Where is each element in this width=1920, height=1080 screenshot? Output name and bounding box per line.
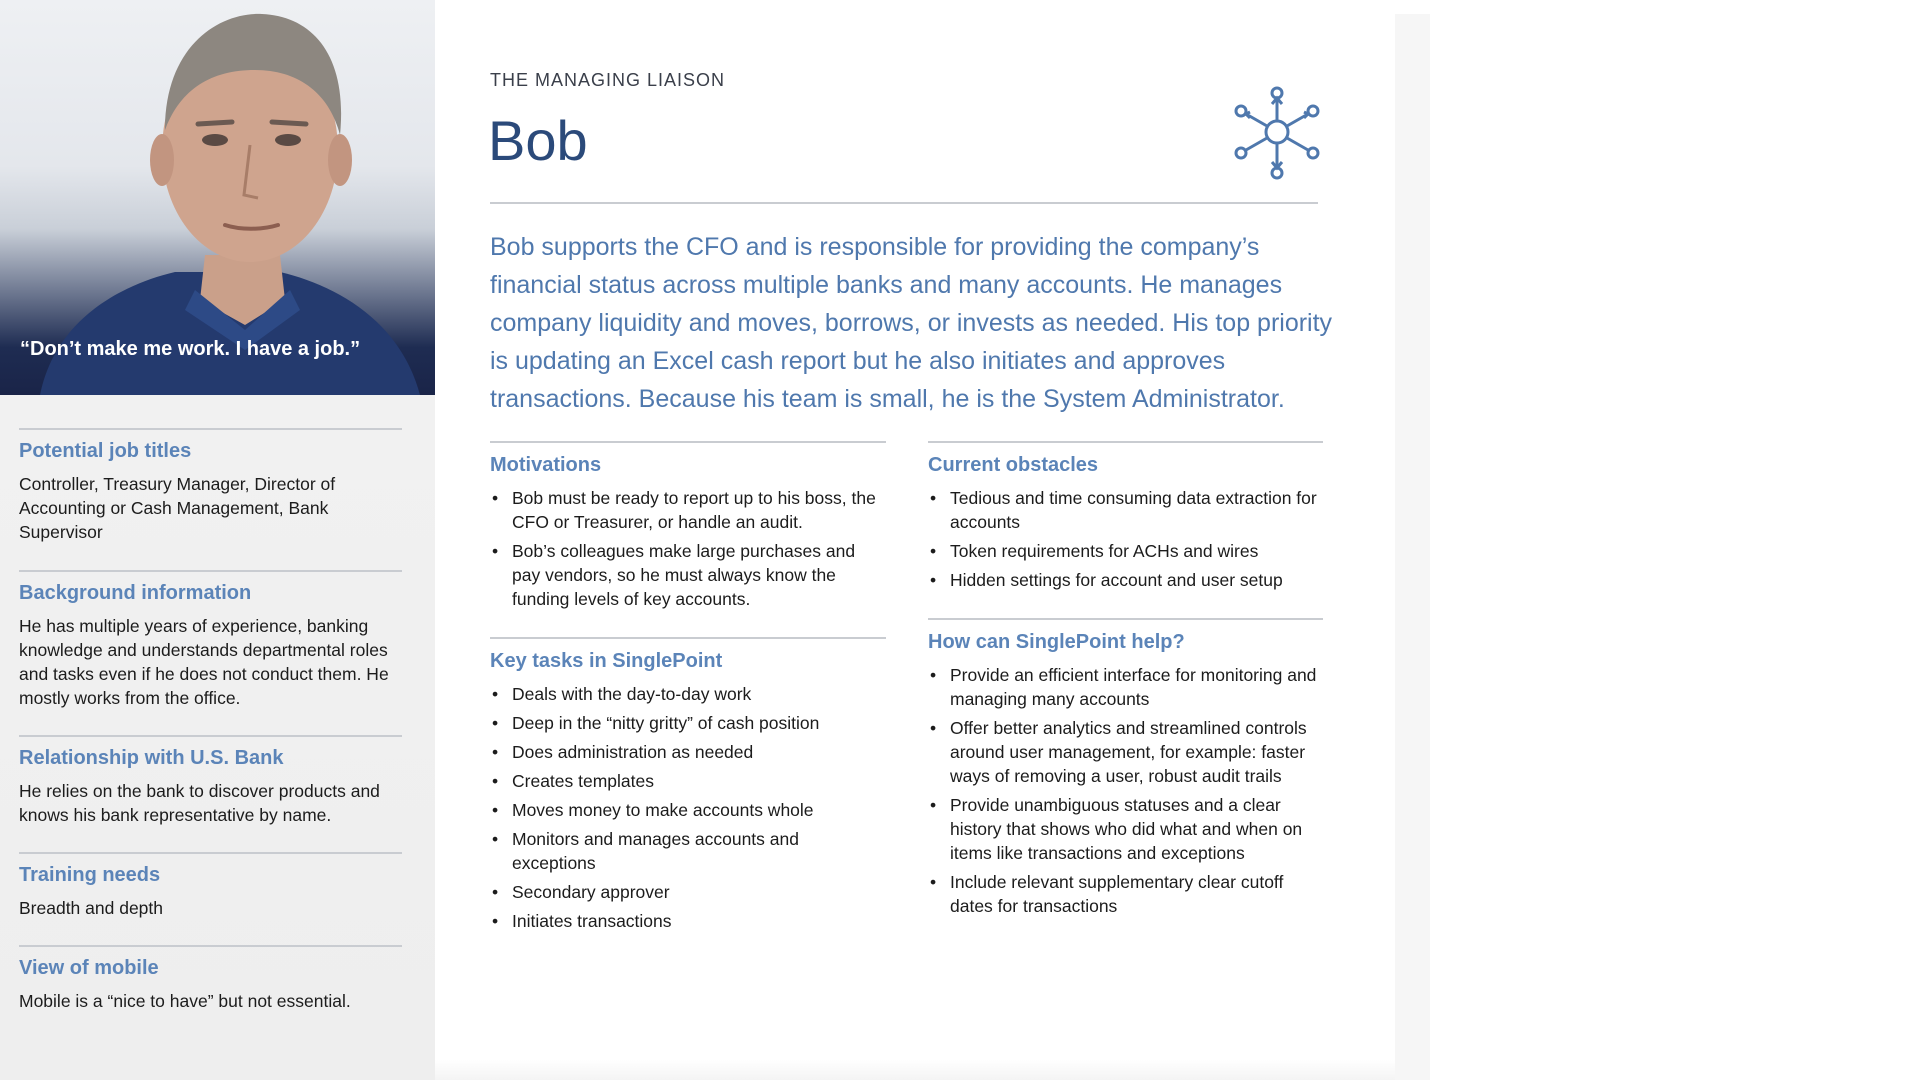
mobile-heading: View of mobile [19, 957, 159, 979]
task-item: • Initiates transactions [490, 909, 886, 933]
persona-portrait [0, 0, 435, 395]
header-divider [490, 202, 1318, 204]
key-tasks-list [490, 682, 886, 933]
persona-summary: Bob supports the CFO and is responsible for providing the company’s financial status across multiple banks and many accounts. He manages company liquidity and moves, borrows, or invests as needed. His top priority is updating an Excel cash report but he also initiates and approves transactions. Because his team is small, he is the System Administrator. [490, 233, 1333, 413]
task-item: • Deals with the day-to-day work [490, 682, 886, 706]
network-icon [1232, 84, 1322, 184]
help-item: • Provide an efficient interface for monitoring and managing many accounts [928, 663, 1323, 711]
motivations-heading: Motivations [490, 454, 602, 476]
task-item: • Monitors and manages accounts and exceptions [490, 827, 886, 875]
background-section [19, 570, 402, 710]
training-text: Breadth and depth [19, 898, 164, 918]
obstacle-item: • Hidden settings for account and user setup [928, 568, 1323, 592]
persona-name: Bob [488, 109, 588, 172]
obstacles-section [928, 441, 1323, 597]
help-list [928, 663, 1323, 918]
obstacle-item: • Tedious and time consuming data extraction for accounts [928, 486, 1323, 534]
help-item: • Include relevant supplementary clear cutoff dates for transactions [928, 870, 1323, 918]
relationship-text: He relies on the bank to discover products and knows his bank representative by name. [19, 781, 380, 825]
key-tasks-heading: Key tasks in SinglePoint [490, 650, 723, 672]
document-page-edge [1395, 14, 1430, 1080]
document-page-bottom [435, 1060, 1395, 1080]
job-titles-heading: Potential job titles [19, 440, 192, 462]
job-titles-section [19, 428, 402, 544]
help-item: • Provide unambiguous statuses and a clear history that shows who did what and when on items like transactions and exceptions [928, 793, 1323, 865]
task-item: • Does administration as needed [490, 740, 886, 764]
help-heading: How can SinglePoint help? [928, 631, 1185, 653]
help-item: • Offer better analytics and streamlined controls around user management, for example: faster ways of removing a user, robust audit trails [928, 716, 1323, 788]
obstacles-heading: Current obstacles [928, 454, 1099, 476]
task-item: • Deep in the “nitty gritty” of cash position [490, 711, 886, 735]
task-item: • Moves money to make accounts whole [490, 798, 886, 822]
persona-role: THE MANAGING LIAISON [490, 70, 726, 90]
motivations-list [490, 486, 886, 611]
training-heading: Training needs [19, 864, 161, 886]
persona-quote: “Don’t make me work. I have a job.” [20, 338, 361, 360]
task-item: • Creates templates [490, 769, 886, 793]
training-section [19, 852, 402, 920]
obstacle-item: • Token requirements for ACHs and wires [928, 539, 1323, 563]
background-text: He has multiple years of experience, banking knowledge and understands departmental roles and tasks even if he does not conduct them. He mostly works from the office. [19, 616, 389, 708]
task-item: • Secondary approver [490, 880, 886, 904]
motivations-section [490, 441, 886, 616]
persona-sidebar [0, 0, 435, 1080]
mobile-text: Mobile is a “nice to have” but not essential. [19, 991, 351, 1011]
mobile-section [19, 945, 402, 1013]
relationship-section [19, 735, 402, 827]
motivation-item: • Bob must be ready to report up to his boss, the CFO or Treasurer, or handle an audit. [490, 486, 886, 534]
relationship-heading: Relationship with U.S. Bank [19, 747, 284, 769]
job-titles-text: Controller, Treasury Manager, Director of Accounting or Cash Management, Bank Supervisor [19, 474, 336, 542]
obstacles-list [928, 486, 1323, 592]
background-heading: Background information [19, 582, 252, 604]
help-section [928, 618, 1323, 923]
motivation-item: • Bob’s colleagues make large purchases and pay vendors, so he must always know the funding levels of key accounts. [490, 539, 886, 611]
portrait-photo [0, 0, 435, 395]
key-tasks-section [490, 637, 886, 938]
